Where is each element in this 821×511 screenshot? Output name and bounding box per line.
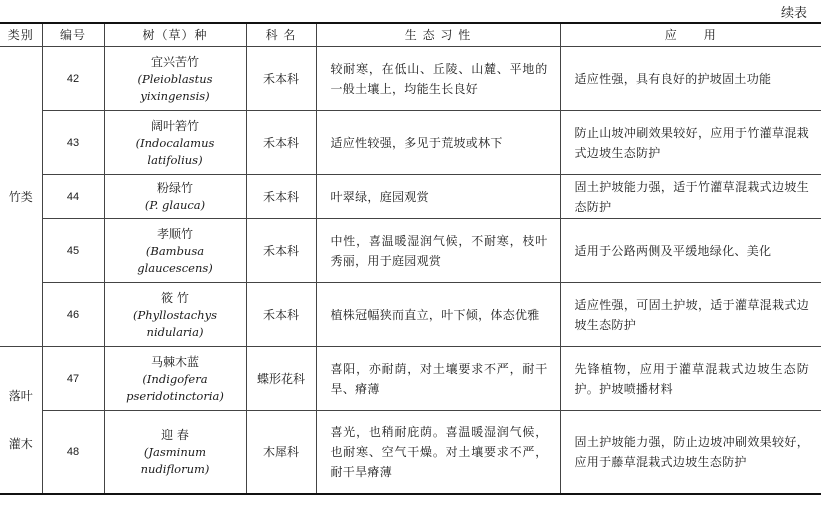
latin-name: (P. glauca) bbox=[144, 198, 206, 212]
latin-name: glaucescens) bbox=[137, 260, 213, 275]
family-cell: 禾本科 bbox=[246, 47, 316, 111]
category-label: 落叶 bbox=[8, 389, 33, 403]
species-name: 筱 竹 bbox=[161, 290, 189, 305]
table-row bbox=[0, 219, 821, 283]
header-usage: 应 用 bbox=[560, 23, 821, 47]
table-row bbox=[0, 47, 821, 111]
header-species: 树（草）种 bbox=[104, 23, 246, 47]
number-cell: 46 bbox=[42, 283, 104, 347]
number-cell: 44 bbox=[42, 175, 104, 219]
family-cell: 禾本科 bbox=[246, 175, 316, 219]
latin-name: (Phyllostachys bbox=[132, 307, 218, 322]
habit-cell: 喜光，也稍耐庇荫。喜温暖湿润气候，也耐寒、空气干燥。对土壤要求不严，耐干旱瘠薄 bbox=[316, 411, 560, 495]
header-category: 类别 bbox=[0, 23, 42, 47]
usage-cell: 适应性强，可固土护坡，适于灌草混栽式边坡生态防护 bbox=[560, 283, 821, 347]
table-header-row bbox=[0, 23, 821, 47]
habit-cell: 植株冠幅狭而直立，叶下倾，体态优雅 bbox=[316, 283, 560, 347]
number-cell: 45 bbox=[42, 219, 104, 283]
table-row bbox=[0, 347, 821, 411]
species-name: 阔叶箬竹 bbox=[150, 118, 199, 133]
habit-cell: 叶翠绿，庭园观赏 bbox=[316, 175, 560, 219]
species-cell bbox=[104, 283, 246, 347]
number-cell: 43 bbox=[42, 111, 104, 175]
family-cell: 禾本科 bbox=[246, 219, 316, 283]
latin-name: (Bambusa bbox=[145, 243, 205, 258]
table-row bbox=[0, 283, 821, 347]
species-cell bbox=[104, 175, 246, 219]
species-name: 粉绿竹 bbox=[156, 181, 193, 195]
species-cell bbox=[104, 47, 246, 111]
category-label: 竹类 bbox=[8, 189, 33, 204]
family-cell: 禾本科 bbox=[246, 283, 316, 347]
habit-cell: 中性，喜温暖湿润气候，不耐寒，枝叶秀丽，用于庭园观赏 bbox=[316, 219, 560, 283]
family-cell: 木犀科 bbox=[246, 411, 316, 495]
table-row bbox=[0, 111, 821, 175]
latin-name: (Indigofera bbox=[142, 371, 208, 386]
latin-name: (Indocalamus bbox=[135, 135, 215, 150]
species-cell bbox=[104, 219, 246, 283]
header-family: 科 名 bbox=[246, 23, 316, 47]
category-label: 灌木 bbox=[8, 437, 33, 451]
header-habit: 生 态 习 性 bbox=[316, 23, 560, 47]
species-cell bbox=[104, 411, 246, 495]
usage-cell: 防止山坡冲刷效果较好，应用于竹灌草混栽式边坡生态防护 bbox=[560, 111, 821, 175]
continued-label: 续表 bbox=[780, 6, 807, 21]
latin-name: latifolius) bbox=[147, 152, 203, 167]
latin-name: yixingensis) bbox=[140, 88, 210, 103]
category-cell-bamboo bbox=[0, 47, 42, 347]
usage-cell: 适用于公路两侧及平缓地绿化、美化 bbox=[560, 219, 821, 283]
header-number: 编号 bbox=[42, 23, 104, 47]
usage-cell: 固土护坡能力强，适于竹灌草混栽式边坡生态防护 bbox=[560, 175, 821, 219]
number-cell: 42 bbox=[42, 47, 104, 111]
latin-name: nidularia) bbox=[146, 324, 204, 339]
usage-cell: 适应性强，具有良好的护坡固土功能 bbox=[560, 47, 821, 111]
species-name: 孝顺竹 bbox=[156, 226, 193, 241]
species-table bbox=[0, 22, 821, 495]
habit-cell: 较耐寒，在低山、丘陵、山麓、平地的一般土壤上，均能生长良好 bbox=[316, 47, 560, 111]
species-cell bbox=[104, 347, 246, 411]
number-cell: 48 bbox=[42, 411, 104, 495]
usage-cell: 固土护坡能力强，防止边坡冲刷效果较好，应用于藤草混栽式边坡生态防护 bbox=[560, 411, 821, 495]
habit-cell: 适应性较强，多见于荒坡或林下 bbox=[316, 111, 560, 175]
species-name: 宜兴苦竹 bbox=[150, 54, 199, 69]
latin-name: nudiflorum) bbox=[140, 462, 210, 476]
table-row bbox=[0, 411, 821, 495]
family-cell: 禾本科 bbox=[246, 111, 316, 175]
latin-name: pseridotinctoria) bbox=[126, 388, 224, 403]
latin-name: (Jasminum bbox=[143, 445, 207, 459]
category-cell-shrub bbox=[0, 347, 42, 495]
family-cell: 蝶形花科 bbox=[246, 347, 316, 411]
species-name: 马棘木蓝 bbox=[150, 354, 199, 369]
habit-cell: 喜阳，亦耐荫，对土壤要求不严，耐干旱、瘠薄 bbox=[316, 347, 560, 411]
species-cell bbox=[104, 111, 246, 175]
species-name: 迎 春 bbox=[161, 428, 189, 442]
table-row bbox=[0, 175, 821, 219]
number-cell: 47 bbox=[42, 347, 104, 411]
latin-name: (Pleioblastus bbox=[137, 71, 213, 86]
usage-cell: 先锋植物，应用于灌草混栽式边坡生态防护。护坡喷播材料 bbox=[560, 347, 821, 411]
